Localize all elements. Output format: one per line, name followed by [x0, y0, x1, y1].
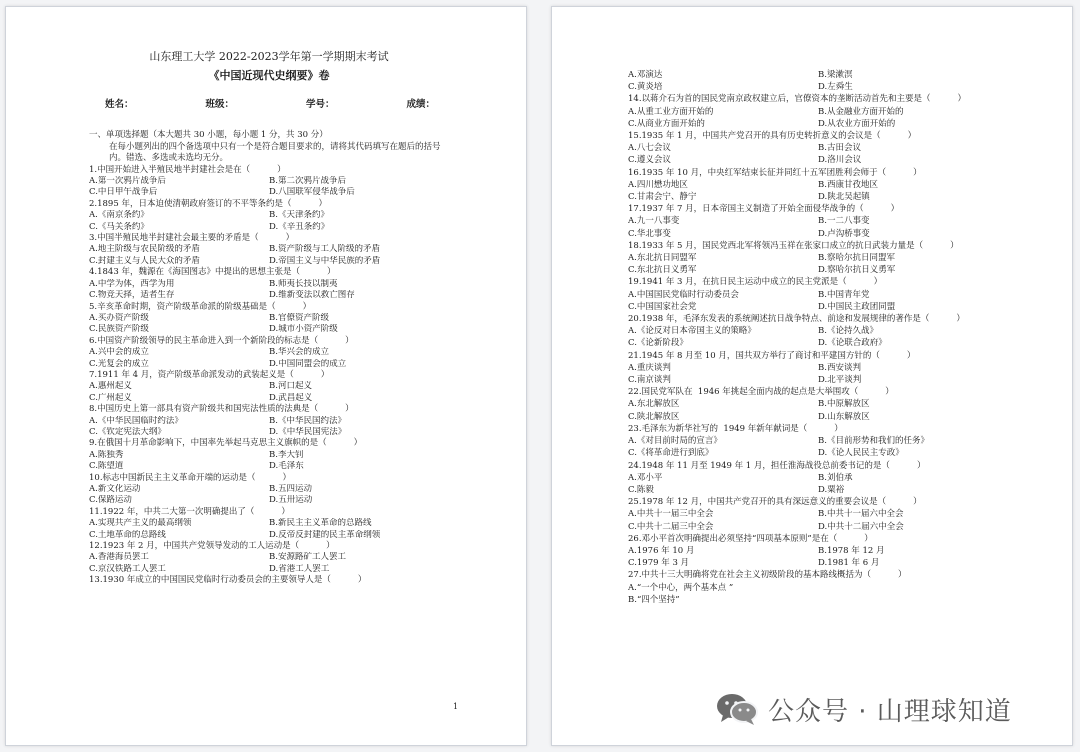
- question-text: 25.1978 年 12 月，中国共产党召开的具有深远意义的重要会议是（ ）: [628, 497, 922, 508]
- answer-option: D.陕北吴起镇: [818, 192, 870, 203]
- answer-option: D.武昌起义: [269, 392, 313, 403]
- answer-option: C.《将革命进行到底》: [628, 448, 714, 459]
- answer-option: B.河口起义: [269, 381, 312, 392]
- question-text: 1.中国开始进入半殖民地半封建社会是在（ ）: [89, 164, 286, 175]
- question-block: [628, 130, 1008, 167]
- watermark-text: 公众号 · 山理球知道: [768, 696, 1012, 727]
- answer-options: [628, 472, 1008, 496]
- wechat-watermark: [715, 689, 1060, 729]
- question-text: 3.中国半殖民地半封建社会最主要的矛盾是（ ）: [89, 233, 295, 244]
- answer-option: A.1976 年 10 月: [628, 545, 695, 556]
- answer-options: [628, 582, 1008, 606]
- page-1-content: [89, 49, 449, 587]
- answer-option: B.一二八事变: [818, 216, 870, 227]
- answer-option: B.官僚资产阶级: [269, 312, 329, 323]
- answer-option: A.中共十一届三中全会: [628, 509, 714, 520]
- answer-option: D.中国同盟会的成立: [269, 358, 347, 369]
- answer-option: B.新民主主义革命的总路线: [269, 518, 372, 529]
- question-text: 4.1843 年，魏源在《海国图志》中提出的思想主张是（ ）: [89, 267, 336, 278]
- answer-option: D.左舜生: [818, 82, 853, 93]
- student-info-row: [105, 99, 435, 110]
- page-number: 1: [453, 702, 459, 711]
- answer-option: B.《目前形势和我们的任务》: [818, 436, 929, 447]
- question-text: 12.1923 年 2 月，中国共产党领导发动的工人运动是（ ）: [89, 541, 335, 552]
- answer-option: B.察哈尔抗日同盟军: [818, 253, 895, 264]
- question-list: [89, 165, 449, 587]
- question-block: [628, 240, 1008, 277]
- answer-option: D.《中华民国宪法》: [269, 426, 347, 437]
- answer-option: A.陈独秀: [89, 449, 124, 460]
- answer-option: B.《天津条约》: [269, 210, 329, 221]
- question-block: [89, 541, 449, 575]
- answer-option: D.北平谈判: [818, 375, 862, 386]
- answer-option: C.东北抗日义勇军: [628, 265, 697, 276]
- answer-options: [628, 545, 1008, 569]
- question-text: 6.中国资产阶级领导的民主革命进入到一个新阶段的标志是（ ）: [89, 335, 354, 346]
- answer-option: C.陕北解放区: [628, 411, 680, 422]
- answer-option: B.《论持久战》: [818, 326, 878, 337]
- answer-option: C.1979 年 3 月: [628, 558, 690, 569]
- question-block: [628, 93, 1008, 130]
- answer-option: B.从金融业方面开始的: [818, 106, 904, 117]
- answer-option: A.实现共产主义的最高纲领: [89, 518, 192, 529]
- answer-option: B.五四运动: [269, 484, 312, 494]
- question-text: 20.1938 年，毛泽东发表的系统阐述抗日战争特点、前途和发展规律的著作是（ ）: [628, 314, 965, 325]
- answer-options: [628, 215, 1008, 239]
- answer-option: D.《论联合政府》: [818, 338, 887, 349]
- question-text: 14.以蒋介石为首的国民党南京政权建立后，官僚资本的垄断活动首先和主要是（ ）: [628, 94, 967, 105]
- answer-option: D.毛泽东: [269, 461, 304, 472]
- answer-option: A.中国国民党临时行动委员会: [628, 289, 739, 300]
- answer-option: D.城市小资产阶级: [269, 324, 338, 335]
- answer-option: D.五卅运动: [269, 495, 313, 506]
- question-block: [628, 69, 1008, 93]
- answer-options: [89, 450, 449, 473]
- answer-options: [628, 69, 1008, 93]
- question-text: 24.1948 年 11 月至 1949 年 1 月，担任淮海战役总前委书记的是（ ）: [628, 460, 926, 471]
- answer-option: D.1981 年 6 月: [818, 558, 880, 569]
- question-block: [628, 313, 1008, 350]
- question-text: 2.1895 年，日本迫使清朝政府签订的不平等条约是（ ）: [89, 198, 327, 209]
- answer-options: [628, 325, 1008, 349]
- answer-options: [628, 289, 1008, 313]
- question-block: [628, 460, 1008, 497]
- student-id-field-label: 学号：: [305, 99, 335, 110]
- score-field-label: 成绩：: [406, 99, 435, 110]
- answer-option: B.中国青年党: [818, 289, 870, 300]
- question-text: 5.辛亥革命时期，资产阶级革命派的阶级基础是（ ）: [89, 301, 312, 312]
- answer-option: B.西康甘孜地区: [818, 179, 878, 190]
- answer-option: B.1978 年 12 月: [818, 545, 885, 556]
- exam-title: 山东理工大学 2022-2023学年第一学期期末考试: [149, 50, 389, 63]
- question-text: 26.邓小平首次明确提出必须坚持“四项基本原则”是在（ ）: [628, 533, 873, 544]
- answer-option: A.重庆谈判: [628, 362, 671, 373]
- answer-option: B.中原解放区: [818, 399, 870, 410]
- page-2-content: [628, 69, 1008, 606]
- answer-option: A.“一个中心，两个基本点 ”: [628, 582, 734, 593]
- answer-options: [89, 381, 449, 404]
- answer-options: [89, 416, 449, 439]
- answer-option: D.中共十二届六中全会: [818, 521, 904, 532]
- question-block: [628, 276, 1008, 313]
- answer-option: D.省港工人罢工: [269, 563, 330, 574]
- question-text: 27.中共十三大明确将党在社会主义初级阶段的基本路线概括为（ ）: [628, 570, 907, 581]
- question-block: [89, 507, 449, 541]
- answer-option: A.地主阶级与农民阶级的矛盾: [89, 244, 200, 255]
- question-block: [628, 496, 1008, 533]
- answer-options: [89, 313, 449, 336]
- answer-option: A.新文化运动: [89, 484, 141, 494]
- answer-option: C.陈望道: [89, 461, 124, 472]
- answer-option: C.华北事变: [628, 228, 671, 239]
- exam-page-1: [5, 6, 527, 746]
- answer-option: D.洛川会议: [818, 155, 862, 166]
- question-block: [89, 267, 449, 301]
- answer-options: [89, 552, 449, 575]
- answer-option: C.中共十二届三中全会: [628, 521, 714, 532]
- answer-options: [89, 518, 449, 541]
- answer-option: C.民族资产阶级: [89, 324, 149, 335]
- question-block: [628, 350, 1008, 387]
- answer-option: A.八七会议: [628, 143, 671, 154]
- answer-options: [89, 347, 449, 370]
- answer-option: C.《马关条约》: [89, 221, 149, 232]
- answer-option: A.买办资产阶级: [89, 312, 149, 323]
- answer-options: [89, 176, 449, 199]
- section-instructions: 在每小题列出的四个备选项中只有一个是符合题目要求的，请将其代码填写在题后的括号内。错选、多选或未选均无分。: [109, 141, 441, 164]
- answer-option: D.从农业方面开始的: [818, 118, 896, 129]
- section-heading: 一、单项选择题（本大题共 30 小题，每小题 1 分，共 30 分）: [89, 130, 328, 141]
- question-list: [628, 69, 1008, 606]
- question-text: 22.国民党军队在 1946 年挑起全面内战的起点是大举围攻（ ）: [628, 387, 894, 398]
- answer-option: D.《辛丑条约》: [269, 221, 330, 232]
- question-block: [89, 438, 449, 472]
- answer-option: A.《对目前时局的宣言》: [628, 436, 722, 447]
- answer-option: C.南京谈判: [628, 375, 671, 386]
- answer-option: C.中国国家社会党: [628, 301, 697, 312]
- answer-options: [628, 362, 1008, 386]
- question-block: [628, 423, 1008, 460]
- answer-option: D.维新变法以救亡图存: [269, 290, 355, 301]
- question-text: 19.1941 年 3 月，在抗日民主运动中成立的民主党派是（ ）: [628, 277, 883, 288]
- name-field-label: 姓名：: [105, 99, 134, 110]
- answer-option: B.安源路矿工人罢工: [269, 552, 346, 563]
- answer-option: C.从商业方面开始的: [628, 118, 705, 129]
- question-text: 9.在俄国十月革命影响下，中国率先举起马克思主义旗帜的是（ ）: [89, 438, 363, 449]
- answer-option: B.资产阶级与工人阶级的矛盾: [269, 244, 380, 255]
- answer-option: C.保路运动: [89, 495, 132, 506]
- question-text: 18.1933 年 5 月，国民党西北军将领冯玉祥在张家口成立的抗日武装力量是（ ）: [628, 240, 959, 251]
- question-text: 17.1937 年 7 月，日本帝国主义制造了开始全面侵华战争的（ ）: [628, 204, 900, 215]
- answer-option: A.九一八事变: [628, 216, 680, 227]
- exam-page-2: [551, 6, 1073, 746]
- question-text: 15.1935 年 1 月，中国共产党召开的具有历史转折意义的会议是（ ）: [628, 131, 917, 142]
- answer-option: A.邓演达: [628, 70, 663, 80]
- answer-option: C.封建主义与人民大众的矛盾: [89, 255, 200, 266]
- answer-options: [89, 210, 449, 233]
- answer-option: D.粟裕: [818, 484, 845, 495]
- answer-option: C.陈毅: [628, 484, 654, 495]
- answer-options: [89, 484, 449, 507]
- answer-option: A.从重工业方面开始的: [628, 106, 714, 117]
- question-block: [89, 199, 449, 233]
- question-block: [89, 473, 449, 507]
- answer-option: C.广州起义: [89, 392, 132, 403]
- answer-option: A.惠州起义: [89, 381, 132, 392]
- question-block: [628, 203, 1008, 240]
- answer-option: D.卢沟桥事变: [818, 228, 870, 239]
- answer-option: B.古田会议: [818, 143, 861, 154]
- answer-option: C.黄炎培: [628, 82, 663, 93]
- question-block: [89, 233, 449, 267]
- answer-option: D.中国民主政团同盟: [818, 301, 896, 312]
- answer-options: [628, 508, 1008, 532]
- answer-option: C.中日甲午战争后: [89, 187, 158, 198]
- question-block: [89, 165, 449, 199]
- question-block: [89, 404, 449, 438]
- answer-option: D.反帝反封建的民主革命纲领: [269, 529, 381, 540]
- answer-option: C.光复会的成立: [89, 358, 149, 369]
- answer-option: B.李大钊: [269, 449, 304, 460]
- answer-option: D.帝国主义与中华民族的矛盾: [269, 255, 381, 266]
- answer-option: C.土地革命的总路线: [89, 529, 166, 540]
- answer-option: B.中共十一届六中全会: [818, 509, 904, 520]
- question-text: 23.毛泽东为新华社写的 1949 年新年献词是（ ）: [628, 423, 843, 434]
- answer-options: [628, 106, 1008, 130]
- answer-option: D.《论人民民主专政》: [818, 448, 904, 459]
- answer-option: B.西安谈判: [818, 362, 861, 373]
- answer-option: A.《论反对日本帝国主义的策略》: [628, 326, 756, 337]
- question-block: [628, 569, 1008, 606]
- answer-option: C.甘肃会宁、静宁: [628, 192, 697, 203]
- answer-options: [89, 279, 449, 302]
- answer-option: B.刘伯承: [818, 472, 853, 483]
- question-text: 10.标志中国新民主主义革命开端的运动是（ ）: [89, 472, 292, 483]
- question-text: 8.中国历史上第一部具有资产阶级共和国宪法性质的法典是（ ）: [89, 404, 354, 415]
- answer-option: B.梁漱溟: [818, 70, 853, 80]
- wechat-icon: [715, 691, 759, 727]
- answer-option: A.兴中会的成立: [89, 347, 149, 358]
- answer-option: A.中学为体，西学为用: [89, 278, 175, 289]
- class-field-label: 班级：: [205, 99, 234, 110]
- answer-option: A.邓小平: [628, 472, 663, 483]
- question-block: [89, 336, 449, 370]
- exam-subtitle: 《中国近现代史纲要》卷: [208, 69, 330, 82]
- answer-options: [89, 244, 449, 267]
- answer-option: C.《论新阶段》: [628, 338, 688, 349]
- question-text: 21.1945 年 8 月至 10 月，国共双方举行了商讨和平建国方针的（ ）: [628, 350, 916, 361]
- answer-options: [628, 142, 1008, 166]
- answer-option: B.第二次鸦片战争后: [269, 176, 346, 187]
- question-block: [89, 575, 449, 586]
- answer-option: D.察哈尔抗日义勇军: [818, 265, 896, 276]
- answer-options: [628, 435, 1008, 459]
- answer-options: [628, 398, 1008, 422]
- question-block: [628, 167, 1008, 204]
- answer-option: A.香港海员罢工: [89, 552, 149, 563]
- answer-option: B.华兴会的成立: [269, 347, 329, 358]
- answer-option: A.四川懋功地区: [628, 179, 688, 190]
- answer-option: A.东北解放区: [628, 399, 680, 410]
- question-text: 13.1930 年成立的中国国民党临时行动委员会的主要领导人是（ ）: [89, 575, 367, 586]
- answer-option: D.八国联军侵华战争后: [269, 187, 355, 198]
- answer-option: A.第一次鸦片战争后: [89, 176, 166, 187]
- answer-option: A.东北抗日同盟军: [628, 253, 697, 264]
- answer-options: [628, 252, 1008, 276]
- answer-option: C.物竞天择，适者生存: [89, 290, 175, 301]
- question-block: [89, 370, 449, 404]
- answer-option: B.“四个坚持”: [628, 594, 680, 605]
- question-block: [89, 302, 449, 336]
- question-block: [628, 533, 1008, 570]
- answer-options: [628, 179, 1008, 203]
- answer-option: C.《钦定宪法大纲》: [89, 426, 166, 437]
- answer-option: B.《中华民国约法》: [269, 415, 346, 426]
- answer-option: B.师夷长技以制夷: [269, 278, 338, 289]
- answer-option: D.山东解放区: [818, 411, 870, 422]
- answer-option: A.《南京条约》: [89, 210, 149, 221]
- answer-option: A.《中华民国临时约法》: [89, 415, 183, 426]
- question-text: 11.1922 年，中共二大第一次明确提出了（ ）: [89, 506, 290, 517]
- question-block: [628, 386, 1008, 423]
- answer-option: C.京汉铁路工人罢工: [89, 563, 166, 574]
- answer-option: C.遵义会议: [628, 155, 671, 166]
- question-text: 7.1911 年 4 月，资产阶级革命派发动的武装起义是（ ）: [89, 369, 330, 380]
- question-text: 16.1935 年 10 月，中央红军结束长征并同红十五军团胜利会师于（ ）: [628, 167, 922, 178]
